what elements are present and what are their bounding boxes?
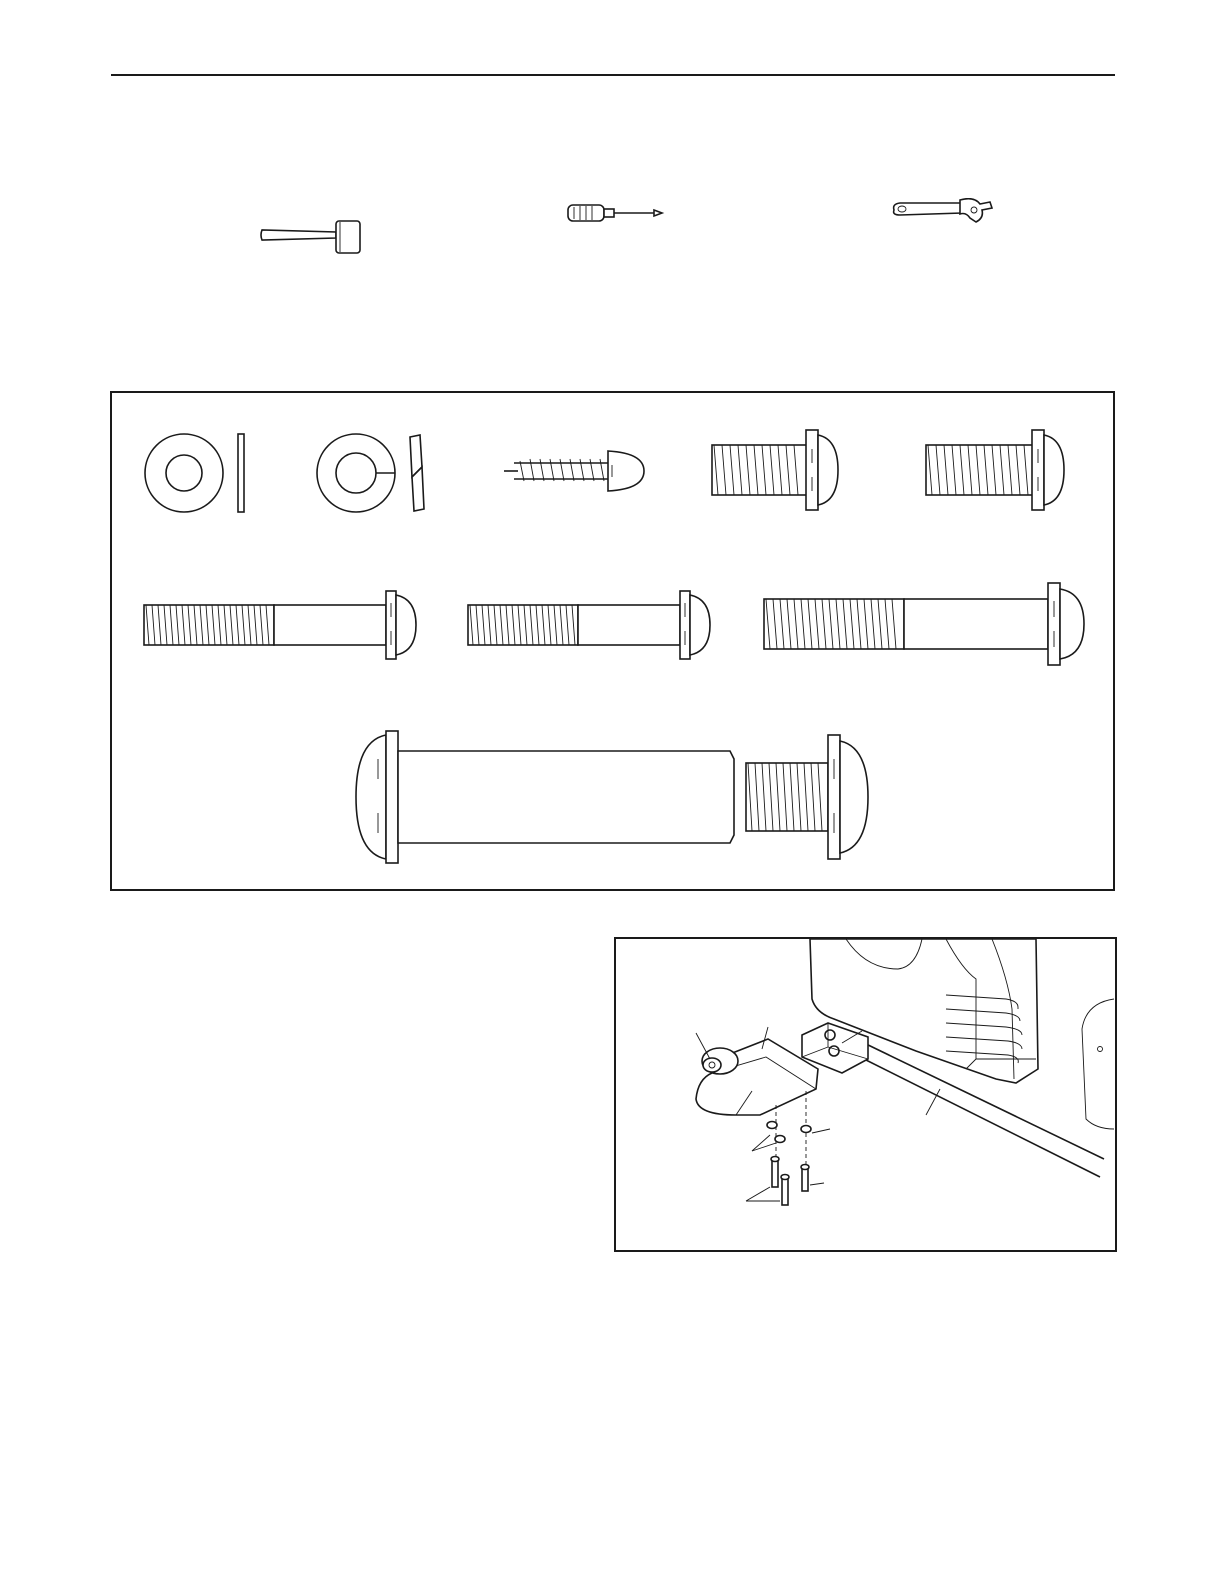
long-bolt-a xyxy=(140,589,420,661)
screw xyxy=(502,443,652,499)
hardware-parts-panel xyxy=(110,391,1115,891)
split-washer xyxy=(316,431,436,515)
mallet-icon xyxy=(258,218,362,256)
assembly-diagram xyxy=(614,937,1117,1252)
long-bolt-c xyxy=(760,581,1090,667)
flat-washer xyxy=(144,431,254,515)
wrench-icon xyxy=(890,198,994,228)
screwdriver-icon xyxy=(566,203,666,223)
axle-bolt xyxy=(354,729,874,865)
long-bolt-b xyxy=(464,589,714,661)
short-bolt-b xyxy=(918,427,1068,513)
top-rule xyxy=(111,74,1115,76)
short-bolt-a xyxy=(704,427,844,513)
